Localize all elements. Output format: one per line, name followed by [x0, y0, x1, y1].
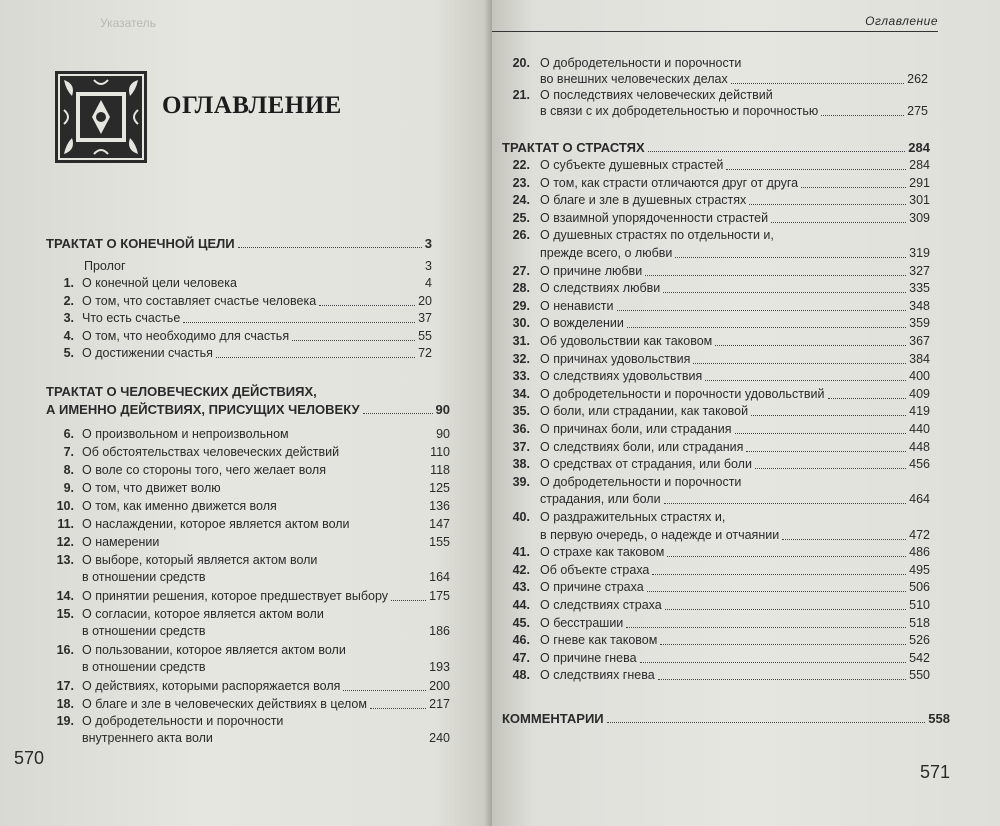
leader-dots: [664, 503, 907, 504]
leader-dots: [292, 340, 415, 341]
page-ref: 419: [909, 404, 930, 418]
toc-entry-24[interactable]: [540, 193, 930, 208]
leader-dots: [626, 627, 906, 628]
entry-number: 17.: [56, 679, 74, 693]
leader-dots: [607, 722, 926, 723]
page-ref: 440: [909, 422, 930, 436]
page-ref: 55: [418, 329, 432, 343]
leader-dots: [715, 345, 906, 346]
toc-entry-31[interactable]: [540, 334, 930, 349]
entry-title: О том, как страсти отличаются друг от друга: [540, 176, 799, 190]
entry-number: 4.: [63, 329, 74, 343]
toc-entry-38[interactable]: [540, 457, 930, 472]
entry-title: О добродетельности и порочности: [540, 475, 742, 489]
page-ref: 348: [909, 299, 930, 313]
entry-title: в первую очередь, о надежде и отчаянии: [540, 528, 780, 542]
entry-number: 32.: [512, 352, 530, 366]
section-title: А ИМЕННО ДЕЙСТВИЯХ, ПРИСУЩИХ ЧЕЛОВЕКУ: [46, 402, 360, 417]
page-ref: 400: [909, 369, 930, 383]
page-ref: 472: [909, 528, 930, 542]
toc-entry-34[interactable]: [540, 387, 930, 402]
leader-dots: [648, 151, 906, 152]
toc-entry-22[interactable]: [540, 158, 930, 173]
ornament-icon: [54, 70, 148, 164]
toc-entry-11[interactable]: [82, 517, 450, 532]
entry-title: О произвольном и непроизвольном: [82, 427, 289, 441]
leader-dots: [771, 222, 906, 223]
entry-number: 16.: [56, 643, 74, 657]
leader-dots: [391, 600, 426, 601]
entry-number: 34.: [512, 387, 530, 401]
entry-number: 1.: [63, 276, 74, 290]
toc-entry-41[interactable]: [540, 545, 930, 560]
entry-number: 42.: [512, 563, 530, 577]
leader-dots: [705, 380, 906, 381]
page-ref: 262: [907, 72, 928, 86]
entry-title: в связи с их добродетельностью и порочностью: [540, 104, 819, 118]
page-ref: 275: [907, 104, 928, 118]
entry-title: О вожделении: [540, 316, 624, 330]
page-ref: 495: [909, 563, 930, 577]
page-ref: 542: [909, 651, 930, 665]
entry-title: в отношении средств: [82, 624, 206, 638]
toc-entry-13[interactable]: [82, 570, 450, 585]
section-title: ТРАКТАТ О ЧЕЛОВЕЧЕСКИХ ДЕЙСТВИЯХ,: [46, 384, 317, 399]
page-ref: 37: [418, 311, 432, 325]
header-rule: [492, 31, 938, 32]
page-ref: 319: [909, 246, 930, 260]
entry-title: О том, что движет волю: [82, 481, 221, 495]
entry-number: 44.: [512, 598, 530, 612]
leader-dots: [319, 305, 415, 306]
entry-title: во внешних человеческих делах: [540, 72, 728, 86]
entry-title: О следствиях гнева: [540, 668, 655, 682]
page-ref: 284: [909, 158, 930, 172]
toc-entry-42[interactable]: [540, 563, 930, 578]
toc-entry-29[interactable]: [540, 299, 930, 314]
leader-dots: [617, 310, 907, 311]
page-title: ОГЛАВЛЕНИЕ: [162, 92, 342, 119]
page-ref: 110: [430, 445, 450, 459]
entry-title: О намерении: [82, 535, 160, 549]
leader-dots: [660, 644, 906, 645]
leader-dots: [735, 433, 907, 434]
entry-title: О последствиях человеческих действий: [540, 88, 773, 102]
toc-entry-47[interactable]: [540, 651, 930, 666]
left-page: [0, 0, 492, 826]
toc-entry-20[interactable]: [540, 72, 928, 87]
toc-entry-4[interactable]: [82, 329, 432, 344]
toc-entry-28[interactable]: [540, 281, 930, 296]
toc-entry-43[interactable]: [540, 580, 930, 595]
entry-title: О бесстрашии: [540, 616, 624, 630]
page-ref: 327: [909, 264, 930, 278]
entry-title: в отношении средств: [82, 570, 206, 584]
entry-number: 38.: [512, 457, 530, 471]
entry-number: 28.: [512, 281, 530, 295]
entry-title: О субъекте душевных страстей: [540, 158, 724, 172]
page-ref: 4: [425, 276, 432, 290]
page-ref: 118: [430, 463, 450, 477]
entry-title: О том, как именно движется воля: [82, 499, 277, 513]
entry-title: О выборе, который является актом воли: [82, 553, 318, 567]
toc-entry-6[interactable]: [82, 427, 450, 442]
leader-dots: [658, 679, 906, 680]
entry-number: 12.: [56, 535, 74, 549]
page-ref: 359: [909, 316, 930, 330]
entry-title: О действиях, которыми распоряжается воля: [82, 679, 341, 693]
entry-number: 11.: [57, 517, 74, 531]
leader-dots: [667, 556, 906, 557]
entry-title: О благе и зле в человеческих действиях в целом: [82, 697, 367, 711]
page-ref: 464: [909, 492, 930, 506]
leader-dots: [746, 451, 906, 452]
entry-number: 36.: [512, 422, 530, 436]
entry-number: 8.: [63, 463, 74, 477]
page-ref: 291: [909, 176, 930, 190]
entry-title: О причинах удовольствия: [540, 352, 691, 366]
page-ref: 506: [909, 580, 930, 594]
toc-entry-36[interactable]: [540, 422, 930, 437]
page-ref: 90: [436, 427, 450, 441]
page-ref: 164: [429, 570, 450, 584]
toc-entry-5[interactable]: [82, 346, 432, 361]
entry-title: О благе и зле в душевных страстях: [540, 193, 747, 207]
entry-title: О пользовании, которое является актом воли: [82, 643, 346, 657]
entry-title: О наслаждении, которое является актом воли: [82, 517, 350, 531]
page-number-right: 571: [920, 762, 951, 782]
page-ref: 20: [418, 294, 432, 308]
entry-number: 31.: [512, 334, 530, 348]
leader-dots: [755, 468, 906, 469]
entry-number: 35.: [512, 404, 530, 418]
page-ref: 409: [909, 387, 930, 401]
toc-entry-18[interactable]: [82, 697, 450, 712]
entry-title: О гневе как таковом: [540, 633, 658, 647]
entry-title: О том, что необходимо для счастья: [82, 329, 290, 343]
leader-dots: [665, 609, 906, 610]
entry-number: 24.: [512, 193, 530, 207]
leader-dots: [363, 413, 433, 414]
page-ref: 217: [429, 697, 450, 711]
entry-number: 22.: [512, 158, 530, 172]
entry-title: О душевных страстях по отдельности и,: [540, 228, 774, 242]
entry-number: 37.: [512, 440, 530, 454]
page-ref: 3: [425, 259, 432, 273]
entry-number: 26.: [512, 228, 530, 242]
entry-number: 20.: [512, 56, 530, 70]
page-ref: 550: [909, 668, 930, 682]
toc-entry-33[interactable]: [540, 369, 930, 384]
leader-dots: [821, 115, 904, 116]
toc-entry-1[interactable]: [82, 276, 432, 291]
leader-dots: [647, 591, 906, 592]
leader-dots: [663, 292, 906, 293]
entry-title: О причинах боли, или страдания: [540, 422, 732, 436]
entry-number: 6.: [63, 427, 74, 441]
entry-title: О конечной цели человека: [82, 276, 237, 290]
entry-title: О ненависти: [540, 299, 614, 313]
entry-number: 30.: [512, 316, 530, 330]
entry-title: О добродетельности и порочности удовольствий: [540, 387, 825, 401]
entry-number: 3.: [63, 311, 74, 325]
entry-title: О страхе как таковом: [540, 545, 665, 559]
leader-dots: [238, 247, 422, 248]
entry-number: 7.: [63, 445, 74, 459]
toc-entry-23[interactable]: [540, 176, 930, 191]
entry-title: О добродетельности и порочности: [540, 56, 742, 70]
leader-dots: [343, 690, 426, 691]
leader-dots: [645, 275, 906, 276]
toc-entry-39[interactable]: [540, 492, 930, 507]
entry-title: О причине гнева: [540, 651, 637, 665]
leader-dots: [652, 574, 906, 575]
leader-dots: [675, 257, 906, 258]
entry-title: в отношении средств: [82, 660, 206, 674]
entry-title: О боли, или страдании, как таковой: [540, 404, 749, 418]
leader-dots: [183, 322, 415, 323]
toc-entry-44[interactable]: [540, 598, 930, 613]
page-ref: 72: [418, 346, 432, 360]
page-ref: 335: [909, 281, 930, 295]
toc-entry-40[interactable]: [540, 528, 930, 543]
entry-number: 19.: [56, 714, 74, 728]
toc-entry-7[interactable]: [82, 445, 450, 460]
entry-number: 9.: [63, 481, 74, 495]
toc-prologue[interactable]: [84, 259, 432, 274]
entry-number: 29.: [512, 299, 530, 313]
entry-number: 43.: [512, 580, 530, 594]
entry-title: О следствиях боли, или страдания: [540, 440, 744, 454]
right-page: [492, 0, 1000, 826]
toc-entry-25[interactable]: [540, 211, 930, 226]
entry-title: О достижении счастья: [82, 346, 213, 360]
entry-number: 45.: [512, 616, 530, 630]
leader-dots: [693, 363, 906, 364]
toc-entry-2[interactable]: [82, 294, 432, 309]
page-ref: 125: [429, 481, 450, 495]
page-ref: 486: [909, 545, 930, 559]
entry-number: 21.: [512, 88, 530, 102]
entry-number: 39.: [512, 475, 530, 489]
page-ref: 240: [429, 731, 450, 745]
page-ref: 367: [909, 334, 930, 348]
leader-dots: [782, 539, 906, 540]
toc-entry-46[interactable]: [540, 633, 930, 648]
entry-title: О следствиях страха: [540, 598, 662, 612]
entry-title: О принятии решения, которое предшествует выбору: [82, 589, 389, 603]
entry-title: Об обстоятельствах человеческих действий: [82, 445, 340, 459]
entry-number: 25.: [512, 211, 530, 225]
entry-number: 13.: [56, 553, 74, 567]
section-title: ТРАКТАТ О КОНЕЧНОЙ ЦЕЛИ: [46, 236, 235, 251]
entry-number: 23.: [512, 176, 530, 190]
toc-entry-30[interactable]: [540, 316, 930, 331]
page-ref: 384: [909, 352, 930, 366]
entry-title: О воле со стороны того, чего желает воля: [82, 463, 326, 477]
toc-entry-3[interactable]: [82, 311, 432, 326]
leader-dots: [828, 398, 907, 399]
toc-entry-16[interactable]: [82, 660, 450, 675]
entry-title: О средствах от страдания, или боли: [540, 457, 752, 471]
toc-entry-10[interactable]: [82, 499, 450, 514]
leader-dots: [216, 357, 415, 358]
entry-number: 5.: [63, 346, 74, 360]
toc-entry-12[interactable]: [82, 535, 450, 550]
toc-entry-26[interactable]: [540, 246, 930, 261]
leader-dots: [640, 662, 907, 663]
entry-number: 27.: [512, 264, 530, 278]
toc-section-comments[interactable]: [502, 711, 950, 726]
entry-number: 10.: [56, 499, 74, 513]
entry-title: О следствиях любви: [540, 281, 661, 295]
toc-entry-9[interactable]: [82, 481, 450, 496]
entry-number: 15.: [56, 607, 74, 621]
entry-number: 2.: [63, 294, 74, 308]
entry-number: 46.: [512, 633, 530, 647]
entry-title: О следствиях удовольствия: [540, 369, 703, 383]
page-ref: 3: [424, 236, 432, 251]
entry-number: 14.: [56, 589, 74, 603]
leader-dots: [731, 83, 904, 84]
entry-title: О взаимной упорядоченности страстей: [540, 211, 769, 225]
entry-number: 18.: [56, 697, 74, 711]
page-ref: 526: [909, 633, 930, 647]
toc-entry-27[interactable]: [540, 264, 930, 279]
entry-title: Что есть счастье: [82, 311, 181, 325]
entry-title: страдания, или боли: [540, 492, 661, 506]
entry-title: О том, что составляет счастье человека: [82, 294, 317, 308]
page-ref: 518: [909, 616, 930, 630]
entry-title: О причине любви: [540, 264, 643, 278]
page-ref: 136: [429, 499, 450, 513]
bleed-through-header: Указатель: [100, 16, 156, 30]
entry-title: Пролог: [84, 259, 126, 273]
page-ref: 456: [909, 457, 930, 471]
entry-title: Об объекте страха: [540, 563, 650, 577]
toc-entry-35[interactable]: [540, 404, 930, 419]
leader-dots: [801, 187, 906, 188]
entry-number: 41.: [512, 545, 530, 559]
page-ref: 558: [928, 711, 950, 726]
toc-entry-17[interactable]: [82, 679, 450, 694]
entry-number: 40.: [512, 510, 530, 524]
page-ref: 147: [429, 517, 450, 531]
page-ref: 155: [429, 535, 450, 549]
page-number-left: 570: [14, 748, 45, 768]
entry-title: О причине страха: [540, 580, 644, 594]
page-ref: 309: [909, 211, 930, 225]
page-ref: 200: [429, 679, 450, 693]
entry-title: О раздражительных страстях и,: [540, 510, 726, 524]
toc-section-passions[interactable]: [502, 140, 930, 155]
page-ref: 284: [908, 140, 930, 155]
toc-entry-48[interactable]: [540, 668, 930, 683]
page-ref: 90: [435, 402, 450, 417]
page-ref: 448: [909, 440, 930, 454]
entry-title: Об удовольствии как таковом: [540, 334, 713, 348]
entry-number: 48.: [512, 668, 530, 682]
toc-section-human-actions[interactable]: [46, 402, 450, 417]
leader-dots: [370, 708, 426, 709]
entry-title: прежде всего, о любви: [540, 246, 673, 260]
page-ref: 301: [909, 193, 930, 207]
toc-entry-14[interactable]: [82, 589, 450, 604]
entry-title: О добродетельности и порочности: [82, 714, 284, 728]
toc-entry-37[interactable]: [540, 440, 930, 455]
page-ref: 186: [429, 624, 450, 638]
leader-dots: [749, 204, 906, 205]
toc-entry-32[interactable]: [540, 352, 930, 367]
toc-entry-15[interactable]: [82, 624, 450, 639]
entry-title: внутреннего акта воли: [82, 731, 213, 745]
section-title: КОММЕНТАРИИ: [502, 711, 604, 726]
leader-dots: [751, 415, 906, 416]
entry-number: 33.: [512, 369, 530, 383]
toc-entry-45[interactable]: [540, 616, 930, 631]
entry-number: 47.: [512, 651, 530, 665]
section-title: ТРАКТАТ О СТРАСТЯХ: [502, 140, 645, 155]
page-ref: 193: [429, 660, 450, 674]
leader-dots: [726, 169, 906, 170]
running-head: Оглавление: [865, 14, 938, 28]
toc-entry-21[interactable]: [540, 104, 928, 119]
entry-title: О согласии, которое является актом воли: [82, 607, 324, 621]
page-ref: 510: [909, 598, 930, 612]
leader-dots: [627, 327, 906, 328]
toc-entry-8[interactable]: [82, 463, 450, 478]
toc-entry-19[interactable]: [82, 731, 450, 746]
toc-section-final-end[interactable]: [46, 236, 432, 251]
page-ref: 175: [429, 589, 450, 603]
